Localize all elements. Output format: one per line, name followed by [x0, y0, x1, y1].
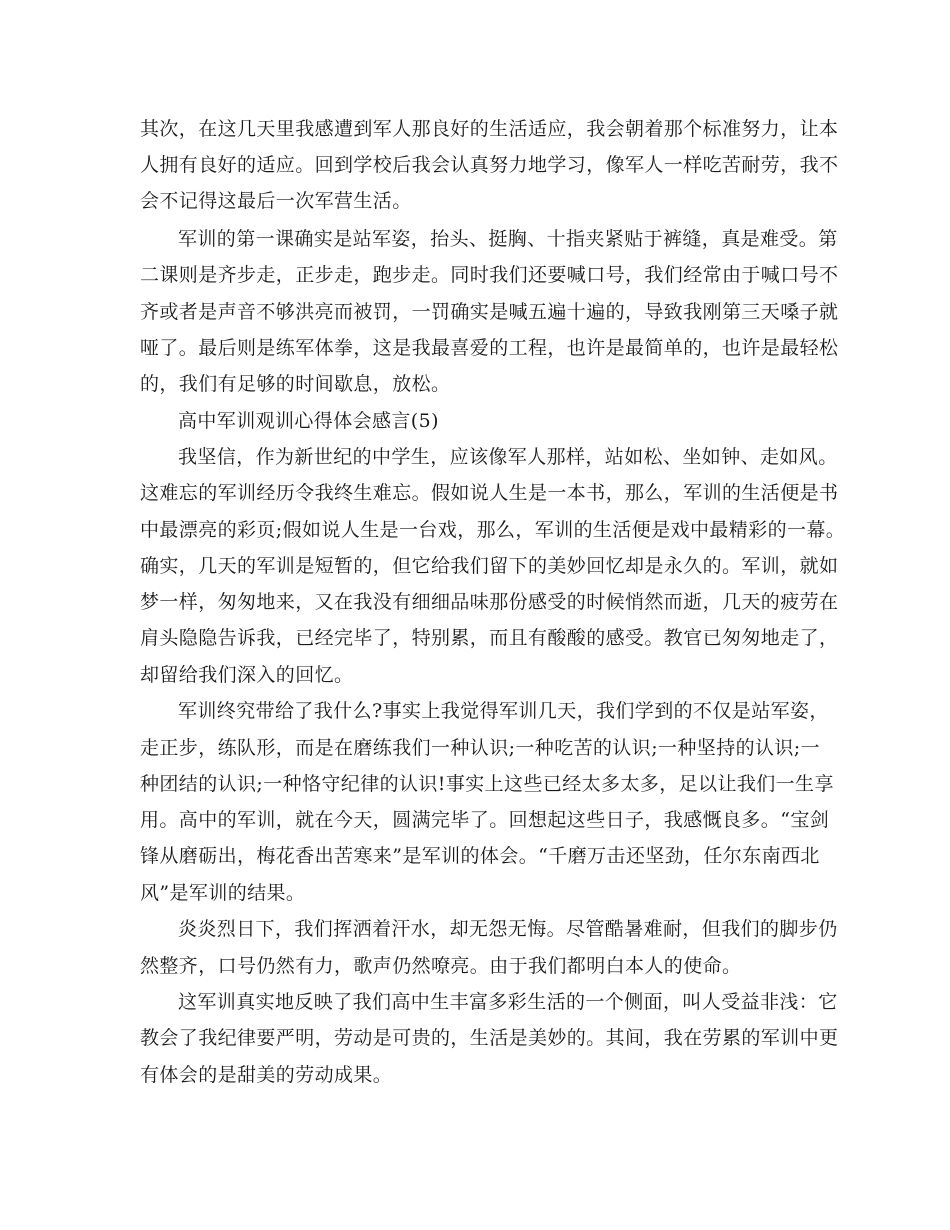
text-line: 这军训真实地反映了我们高中生丰富多彩生活的一个侧面，叫人受益非浅：它	[178, 991, 838, 1013]
text-line: 种团结的认识;一种恪守纪律的认识!事实上这些已经太多太多，足以让我们一生享	[140, 773, 834, 795]
section-heading: 高中军训观训心得体会感言(5)	[178, 410, 439, 432]
text-line: 肩头隐隐告诉我，已经完毕了，特别累，而且有酸酸的感受。教官已匆匆地走了，	[140, 627, 839, 649]
text-line: 风”是军训的结果。	[140, 882, 306, 904]
text-line: 军训的第一课确实是站军姿，抬头、挺胸、十指夹紧贴于裤缝，真是难受。第	[178, 228, 838, 250]
text-line: 人拥有良好的适应。回到学校后我会认真努力地学习，像军人一样吃苦耐劳，我不	[140, 154, 839, 176]
text-line: 的，我们有足够的时间歇息，放松。	[140, 373, 451, 395]
text-line: 用。高中的军训，就在今天，圆满完毕了。回想起这些日子，我感慨良多。“宝剑	[140, 809, 830, 831]
text-line: 教会了我纪律要严明，劳动是可贵的，生活是美妙的。其间，我在劳累的军训中更	[140, 1027, 839, 1049]
text-line: 确实，几天的军训是短暂的，但它给我们留下的美妙回忆却是永久的。军训，就如	[140, 555, 839, 577]
text-line: 其次，在这几天里我感遭到军人那良好的生活适应，我会朝着那个标准努力，让本	[140, 118, 839, 140]
text-line: 锋从磨砺出，梅花香出苦寒来”是军训的体会。“千磨万击还坚劲，任尔东南西北	[140, 845, 820, 867]
text-line: 然整齐，口号仍然有力，歌声仍然嘹亮。由于我们都明白本人的使命。	[140, 955, 742, 977]
text-line: 有体会的是甜美的劳动成果。	[140, 1064, 393, 1086]
text-line: 却留给我们深入的回忆。	[140, 664, 354, 686]
text-line: 这难忘的军训经历令我终生难忘。假如说人生是一本书，那么，军训的生活便是书	[140, 482, 839, 504]
text-line: 二课则是齐步走，正步走，跑步走。同时我们还要喊口号，我们经常由于喊口号不	[140, 264, 839, 286]
text-line: 齐或者是声音不够洪亮而被罚，一罚确实是喊五遍十遍的，导致我刚第三天嗓子就	[140, 301, 839, 323]
text-line: 中最漂亮的彩页;假如说人生是一台戏，那么，军训的生活便是戏中最精彩的一幕。	[140, 519, 846, 541]
text-line: 炎炎烈日下，我们挥洒着汗水，却无怨无悔。尽管酷暑难耐，但我们的脚步仍	[178, 918, 838, 940]
text-line: 哑了。最后则是练军体拳，这是我最喜爱的工程，也许是最简单的，也许是最轻松	[140, 337, 839, 359]
text-line: 梦一样，匆匆地来，又在我没有细细品味那份感受的时候悄然而逝，几天的疲劳在	[140, 591, 839, 613]
text-line: 会不记得这最后一次军营生活。	[140, 190, 412, 212]
text-line: 走正步，练队形，而是在磨练我们一种认识;一种吃苦的认识;一种坚持的认识;一	[140, 737, 821, 759]
text-line: 我坚信，作为新世纪的中学生，应该像军人那样，站如松、坐如钟、走如风。	[178, 446, 838, 468]
text-line: 军训终究带给了我什么?事实上我觉得军训几天，我们学到的不仅是站军姿，	[178, 700, 829, 722]
